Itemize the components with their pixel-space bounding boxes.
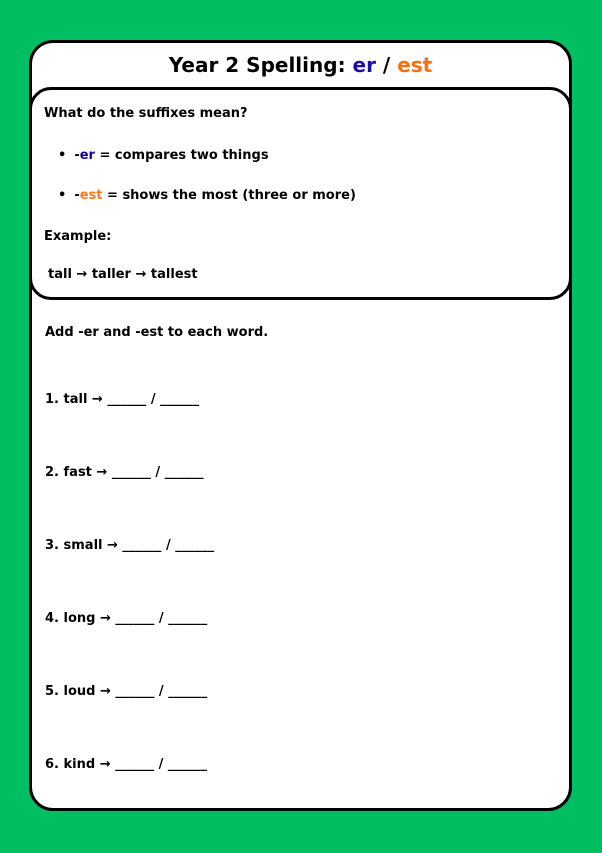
- exercise-item: 5. loud → ______ / ______: [45, 684, 208, 699]
- exercise-item: 4. long → ______ / ______: [45, 611, 208, 626]
- exercise-item: 2. fast → ______ / ______: [45, 465, 204, 480]
- bullet-dot-icon: •: [58, 148, 67, 163]
- instruction: Add -er and -est to each word.: [45, 325, 269, 340]
- bullet-dash: -: [74, 148, 80, 163]
- page-title: [32, 53, 569, 77]
- info-question: What do the suffixes mean?: [44, 106, 248, 121]
- title-separator: /: [375, 53, 398, 77]
- bullet-er: [58, 148, 269, 163]
- example-chain: tall → taller → tallest: [48, 267, 198, 282]
- bullet-text: = compares two things: [94, 148, 269, 163]
- bullet-est: [58, 188, 356, 203]
- example-label: Example:: [44, 229, 112, 244]
- title-prefix: Year 2 Spelling:: [168, 53, 353, 77]
- title-est: est: [397, 53, 433, 77]
- bullet-suffix-er: er: [79, 148, 95, 163]
- exercise-item: 6. kind → ______ / ______: [45, 757, 207, 772]
- bullet-text: = shows the most (three or more): [102, 188, 356, 203]
- worksheet: [29, 40, 572, 811]
- bullet-suffix-est: est: [79, 188, 103, 203]
- exercise-item: 3. small → ______ / ______: [45, 538, 215, 553]
- suffix-info-box: [29, 87, 572, 300]
- exercise-item: 1. tall → ______ / ______: [45, 392, 200, 407]
- bullet-dot-icon: •: [58, 188, 67, 203]
- bullet-dash: -: [74, 188, 80, 203]
- title-er: er: [352, 53, 376, 77]
